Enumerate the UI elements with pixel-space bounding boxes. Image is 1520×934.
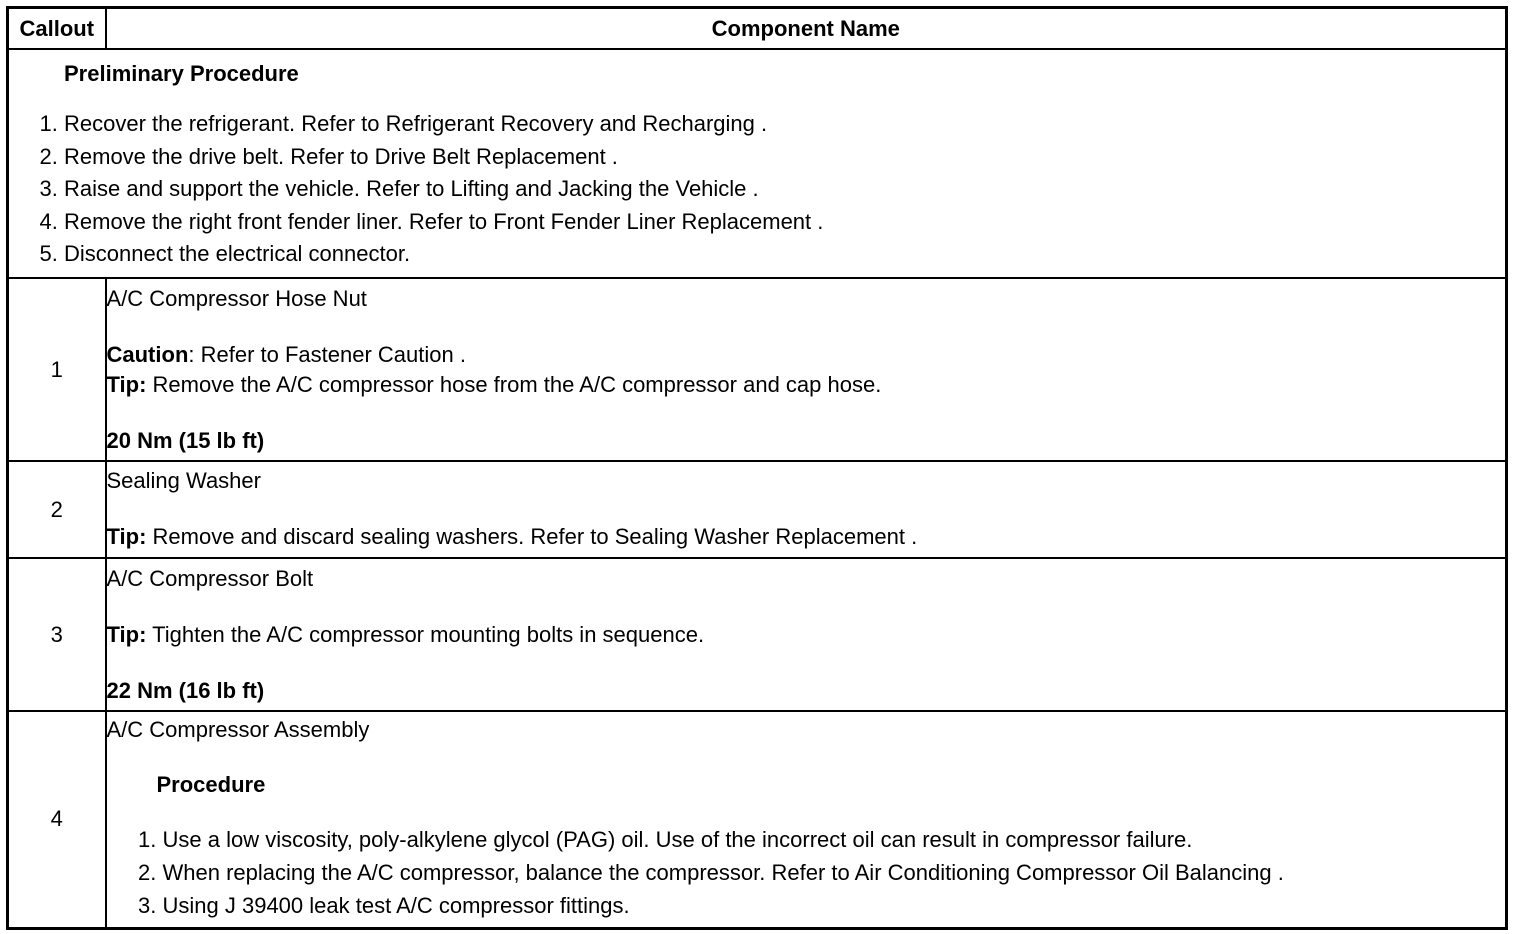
component-name-header: Component Name <box>106 8 1507 50</box>
table-row <box>8 711 1507 928</box>
component-name: A/C Compressor Assembly <box>106 717 370 743</box>
preliminary-steps <box>9 108 1505 271</box>
preliminary-step: 3. Raise and support the vehicle. Refer to Lifting and Jacking the Vehicle . <box>64 173 1505 206</box>
table-row <box>8 461 1507 558</box>
callout-number: 1 <box>8 278 106 461</box>
preliminary-title: Preliminary Procedure <box>64 61 299 87</box>
torque-spec: 22 Nm (16 lb ft) <box>106 677 265 703</box>
caution-line <box>107 340 1506 370</box>
procedure-steps <box>107 823 1506 922</box>
torque-spec: 20 Nm (15 lb ft) <box>106 427 265 453</box>
tip-text: Remove and discard sealing washers. Refer to Sealing Washer Replacement . <box>146 524 918 549</box>
tip-text: Tighten the A/C compressor mounting bolts in sequence. <box>146 621 705 647</box>
procedure-step: 2. When replacing the A/C compressor, balance the compressor. Refer to Air Conditioning Compressor Oil Balancing . <box>163 856 1506 889</box>
callout-header: Callout <box>8 8 106 50</box>
component-cell <box>106 558 1507 711</box>
component-cell <box>106 278 1507 461</box>
callout-number: 3 <box>8 558 106 711</box>
component-cell <box>106 711 1507 928</box>
preliminary-step: 5. Disconnect the electrical connector. <box>64 238 1505 271</box>
preliminary-step: 1. Recover the refrigerant. Refer to Refrigerant Recovery and Recharging . <box>64 108 1505 141</box>
caution-label: Caution <box>106 341 189 367</box>
tip-text: Remove the A/C compressor hose from the A/C compressor and cap hose. <box>146 371 882 397</box>
component-name: A/C Compressor Bolt <box>106 565 314 591</box>
callout-number: 2 <box>8 461 106 558</box>
table-row <box>8 278 1507 461</box>
preliminary-row <box>8 49 1507 278</box>
tip-line <box>107 620 1506 650</box>
tip-label: Tip: <box>106 524 147 549</box>
preliminary-step: 2. Remove the drive belt. Refer to Drive Belt Replacement . <box>64 141 1505 174</box>
caution-text: : Refer to Fastener Caution . <box>188 341 466 367</box>
tip-line <box>107 522 1506 552</box>
procedure-step: 1. Use a low viscosity, poly-alkylene glycol (PAG) oil. Use of the incorrect oil can result in compressor failure. <box>163 823 1506 856</box>
header-row <box>8 8 1507 50</box>
tip-line <box>107 370 1506 400</box>
component-cell <box>106 461 1507 558</box>
table-row <box>8 558 1507 711</box>
procedure-table <box>6 6 1508 930</box>
procedure-step: 3. Using J 39400 leak test A/C compressor fittings. <box>163 889 1506 922</box>
component-name: A/C Compressor Hose Nut <box>106 285 367 311</box>
preliminary-step: 4. Remove the right front fender liner. Refer to Front Fender Liner Replacement . <box>64 206 1505 239</box>
callout-number: 4 <box>8 711 106 928</box>
preliminary-cell <box>8 49 1507 278</box>
tip-label: Tip: <box>106 371 147 397</box>
component-name: Sealing Washer <box>106 468 261 493</box>
tip-label: Tip: <box>106 621 147 647</box>
procedure-title: Procedure <box>156 772 266 798</box>
